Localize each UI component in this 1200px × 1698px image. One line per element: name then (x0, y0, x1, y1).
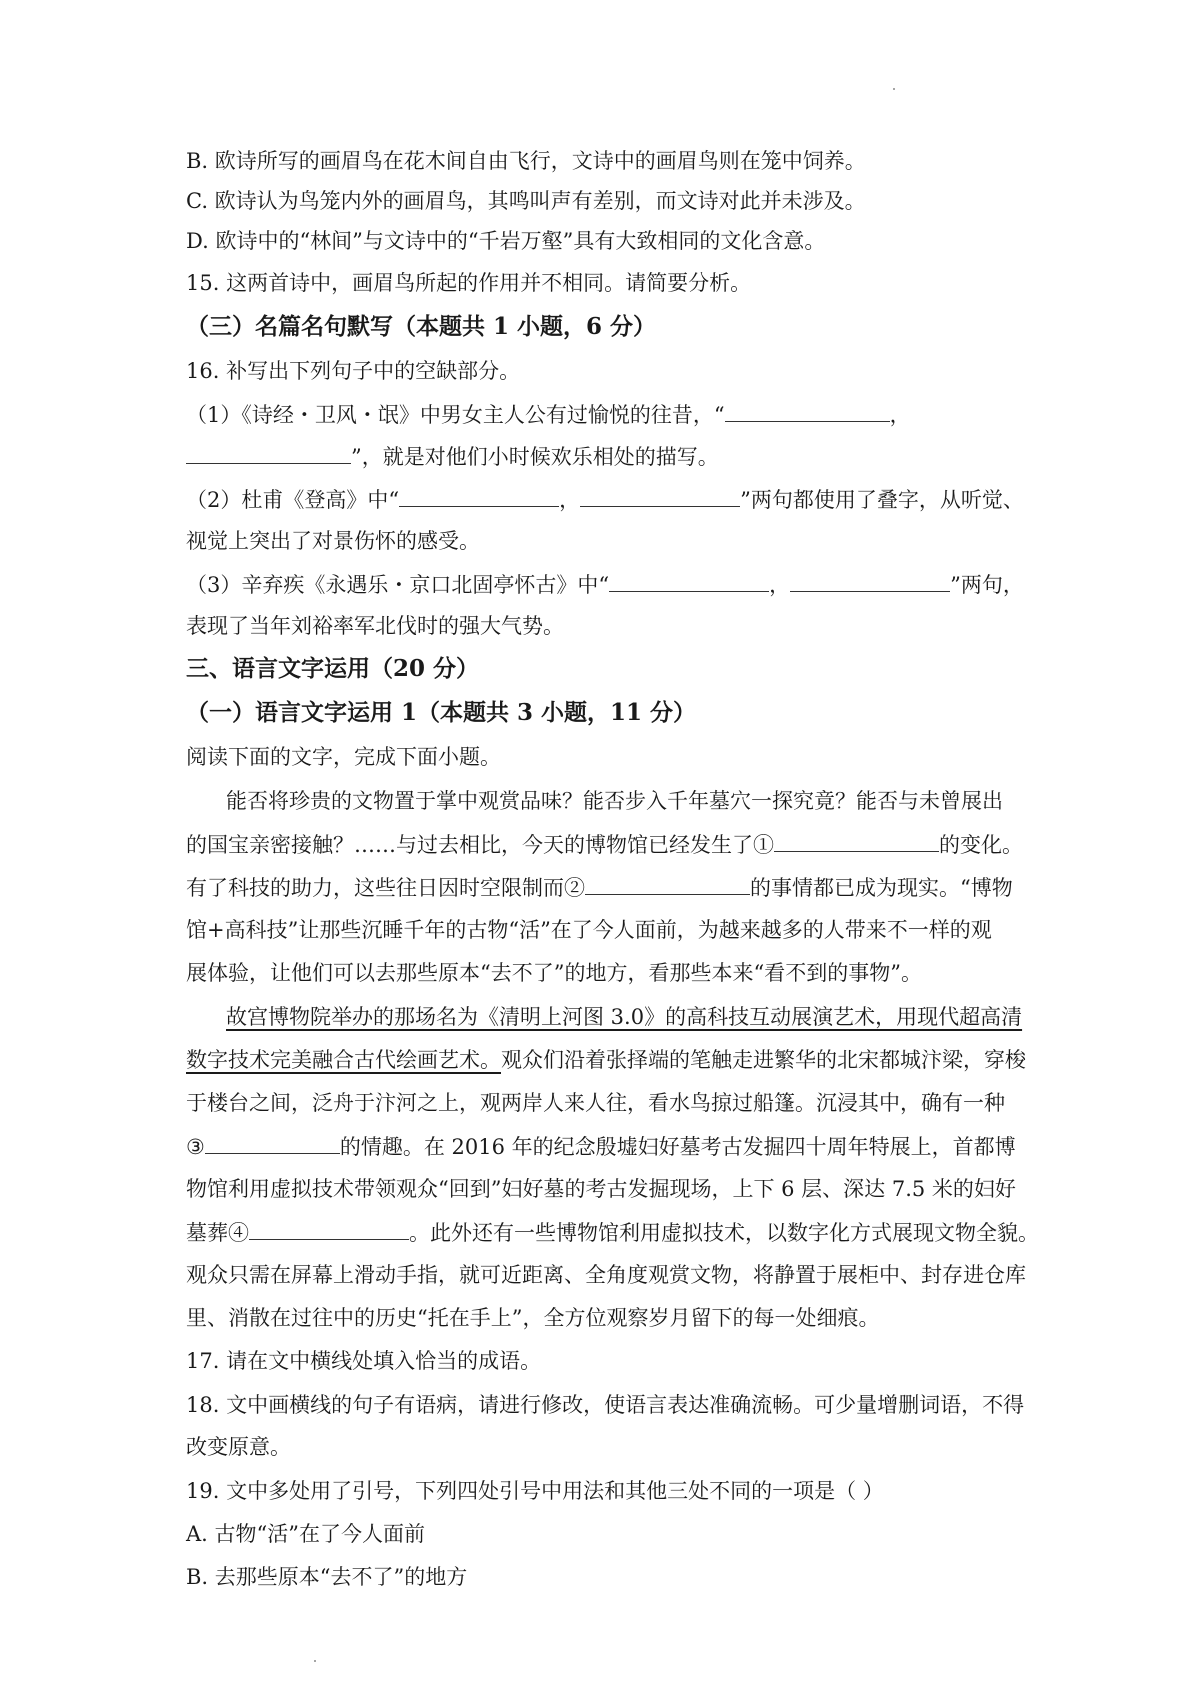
text: 的变化。 (939, 833, 1023, 857)
text: 的国宝亲密接触？……与过去相比，今天的博物馆已经发生了① (186, 833, 774, 857)
blank-2[interactable] (585, 872, 750, 895)
underlined-sentence-part-1: 故宫博物院举办的那场名为《清明上河图 3.0》的高科技互动展演艺术，用现代超高清 (226, 1005, 1023, 1029)
passage-line-5: 展体验，让他们可以去那些原本“去不了”的地方，看那些本来“看不到的事物”。 (186, 961, 922, 985)
text: 的情趣。在 2016 年的纪念殷墟妇好墓考古发掘四十周年特展上，首都博 (339, 1135, 1016, 1159)
text: ， (559, 488, 581, 512)
option-c: C. 欧诗认为鸟笼内外的画眉鸟，其鸣叫声有差别，而文诗对此并未涉及。 (186, 189, 866, 213)
option-d: D. 欧诗中的“林间”与文诗中的“千岩万壑”具有大致相同的文化含意。 (186, 229, 826, 253)
passage-line-9 (186, 1131, 1026, 1162)
passage-line-12: 观众只需在屏幕上滑动手指，就可近距离、全角度观赏文物，将静置于展柜中、封存进仓库 (186, 1263, 1026, 1287)
question-16-part-2 (186, 484, 1026, 515)
passage-line-10: 物馆利用虚拟技术带领观众“回到”妇好墓的考古发掘现场，上下 6 层、深达 7.5 米的妇好 (186, 1177, 1016, 1201)
text: （3）辛弃疾《永遇乐・京口北固亭怀古》中“ (186, 573, 610, 597)
passage-line-3 (186, 872, 1026, 903)
question-18: 18. 文中画横线的句子有语病，请进行修改，使语言表达准确流畅。可少量增删词语，不得 (186, 1393, 1025, 1417)
question-16-part-3 (186, 569, 1026, 600)
text: 。此外还有一些博物馆利用虚拟技术，以数字化方式展现文物全貌。 (409, 1221, 1039, 1245)
question-16-stem: 16. 补写出下列句子中的空缺部分。 (186, 359, 521, 383)
fill-blank[interactable] (186, 441, 351, 464)
passage-line-11 (186, 1217, 1039, 1248)
text: ”两句都使用了叠字，从听觉、 (740, 488, 1024, 512)
question-16-part-3-cont: 表现了当年刘裕率军北伐时的强大气势。 (186, 614, 564, 638)
section-heading-recitation: （三）名篇名句默写（本题共 1 小题，6 分） (186, 313, 657, 340)
question-16-part-1-cont (186, 441, 1026, 472)
question-18-cont: 改变原意。 (186, 1435, 291, 1459)
part-3-title: 三、语言文字运用（20 分） (186, 655, 480, 682)
text: ”两句， (950, 573, 1024, 597)
question-19-option-b: B. 去那些原本“去不了”的地方 (186, 1565, 468, 1589)
blank-3[interactable] (205, 1131, 340, 1154)
fill-blank[interactable] (790, 569, 950, 592)
part-3-subtitle: （一）语言文字运用 1（本题共 3 小题，11 分） (186, 699, 697, 726)
question-16-part-1 (186, 399, 1026, 430)
passage-line-7 (186, 1045, 1026, 1075)
text: ③ (186, 1135, 205, 1159)
text: 墓葬④ (186, 1221, 249, 1245)
question-19: 19. 文中多处用了引号，下列四处引号中用法和其他三处不同的一项是（ ） (186, 1479, 884, 1503)
passage-line-1: 能否将珍贵的文物置于掌中观赏品味？能否步入千年墓穴一探究竟？能否与未曾展出 (226, 789, 1003, 813)
text: ， (889, 403, 911, 427)
blank-1[interactable] (774, 829, 939, 852)
text: 的事情都已成为现实。“博物 (750, 876, 1013, 900)
scan-speck (314, 1660, 316, 1662)
reading-instruction: 阅读下面的文字，完成下面小题。 (186, 745, 501, 769)
option-b: B. 欧诗所写的画眉鸟在花木间自由飞行，文诗中的画眉鸟则在笼中饲养。 (186, 149, 866, 173)
fill-blank[interactable] (609, 569, 769, 592)
scan-speck (893, 88, 895, 90)
fill-blank[interactable] (725, 399, 890, 422)
question-17: 17. 请在文中横线处填入恰当的成语。 (186, 1349, 542, 1373)
text: 观众们沿着张择端的笔触走进繁华的北宋都城汴梁，穿梭 (501, 1048, 1026, 1072)
question-15: 15. 这两首诗中，画眉鸟所起的作用并不相同。请简要分析。 (186, 271, 752, 295)
blank-4[interactable] (249, 1217, 409, 1240)
text: ”，就是对他们小时候欢乐相处的描写。 (351, 445, 719, 469)
text: （1）《诗经・卫风・氓》中男女主人公有过愉悦的往昔，“ (186, 403, 725, 427)
text: 有了科技的助力，这些往日因时空限制而② (186, 876, 585, 900)
fill-blank[interactable] (399, 484, 559, 507)
passage-line-4: 馆+高科技”让那些沉睡千年的古物“活”在了今人面前，为越来越多的人带来不一样的观 (186, 918, 992, 942)
underlined-sentence-part-2: 数字技术完美融合古代绘画艺术。 (186, 1048, 501, 1072)
question-16-part-2-cont: 视觉上突出了对景伤怀的感受。 (186, 529, 480, 553)
text: （2）杜甫《登高》中“ (186, 488, 400, 512)
passage-line-13: 里、消散在过往中的历史“托在手上”，全方位观察岁月留下的每一处细痕。 (186, 1306, 880, 1330)
passage-line-8: 于楼台之间，泛舟于汴河之上，观两岸人来人往，看水鸟掠过船篷。沉浸其中，确有一种 (186, 1091, 1005, 1115)
passage-line-2 (186, 829, 1026, 860)
fill-blank[interactable] (580, 484, 740, 507)
text: ， (769, 573, 791, 597)
question-19-option-a: A. 古物“活”在了今人面前 (186, 1522, 425, 1546)
